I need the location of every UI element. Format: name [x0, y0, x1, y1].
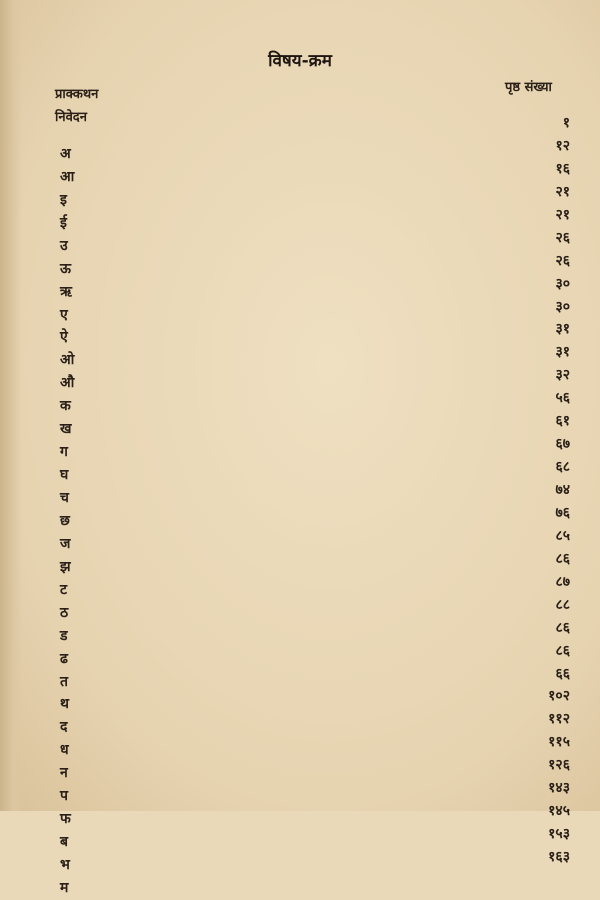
toc-page-number: ६६: [555, 665, 570, 682]
toc-page-number: २६: [555, 252, 570, 269]
letter-list: [60, 120, 74, 900]
toc-page-number: ६१: [555, 413, 570, 430]
toc-letter: अ: [60, 145, 71, 162]
toc-page-number: २१: [555, 206, 570, 223]
toc-page-number: ३०: [555, 298, 570, 315]
toc-page-number: ६७: [555, 436, 570, 453]
foreword-heading: निवेदन: [55, 110, 87, 125]
toc-letter: ब: [60, 834, 68, 851]
toc-letter: क: [60, 398, 71, 415]
toc-letter: ट: [60, 581, 68, 598]
page-number-list: [520, 112, 570, 892]
toc-letter: ढ: [60, 650, 68, 667]
toc-page-number: ३०: [555, 275, 570, 292]
toc-page-number: ७६: [555, 504, 570, 521]
toc-letter: ग: [60, 444, 68, 461]
toc-letter: भ: [60, 857, 70, 873]
toc-letter: आ: [60, 168, 75, 185]
toc-letter: ऐ: [60, 329, 68, 346]
toc-page-number: ८६: [555, 550, 570, 567]
toc-letter: ख: [60, 421, 72, 438]
toc-letter: ज: [60, 535, 71, 552]
toc-page-number: ८६: [555, 642, 570, 659]
toc-page-number: १४३: [548, 780, 570, 797]
toc-letter: ऊ: [60, 260, 71, 277]
toc-letter: फ: [60, 811, 71, 828]
toc-letter: द: [60, 719, 68, 736]
toc-page-number: १५३: [548, 826, 570, 843]
toc-page-number: २६: [555, 229, 570, 246]
toc-letter: छ: [60, 512, 70, 529]
toc-letter: च: [60, 490, 69, 506]
toc-letter: [60, 120, 74, 143]
toc-page-number: ६८: [555, 459, 570, 476]
toc-letter: घ: [60, 467, 69, 484]
toc-page-number: १२: [555, 137, 570, 154]
toc-page-number: ११५: [548, 734, 570, 751]
toc-letter: त: [60, 673, 68, 690]
page-number-heading: पृष्ठ संख्या: [505, 80, 552, 95]
toc-page-number: १२६: [548, 757, 570, 774]
toc-letter: ऋ: [60, 283, 72, 300]
toc-page-number: १०२: [548, 688, 570, 705]
toc-letter: औ: [60, 375, 75, 392]
toc-letter: ड: [60, 627, 68, 644]
toc-page-number: ८८: [555, 596, 570, 613]
preface-heading: प्राक्कथन: [55, 87, 99, 102]
toc-page-number: ३१: [555, 321, 570, 338]
toc-letter: ठ: [60, 604, 69, 621]
page-spine-shadow: [0, 0, 22, 811]
toc-letter: ध: [60, 742, 69, 759]
toc-letter: ओ: [60, 352, 75, 369]
toc-page-number: २१: [555, 183, 570, 200]
toc-page-number: १६: [555, 160, 570, 177]
toc-letter: झ: [60, 558, 71, 575]
toc-page-number: ७४: [555, 482, 570, 498]
toc-page-number: १६३: [548, 849, 570, 865]
toc-page-number: ५६: [555, 390, 570, 407]
toc-page-number: [520, 869, 570, 892]
toc-letter: उ: [60, 237, 68, 254]
toc-letter: इ: [60, 191, 67, 208]
toc-page-number: ८६: [555, 619, 570, 636]
toc-page-number: ८५: [555, 527, 570, 544]
toc-letter: म: [60, 879, 69, 896]
toc-page-number: १: [562, 115, 570, 131]
toc-letter: ई: [60, 214, 67, 231]
toc-page-number: ३१: [555, 344, 570, 361]
toc-letter: प: [60, 788, 68, 805]
toc-letter: न: [60, 765, 68, 782]
toc-letter: ए: [60, 306, 68, 323]
page-title: विषय-क्रम: [268, 51, 332, 71]
toc-page-number: १४५: [548, 803, 570, 820]
toc-page-number: ३२: [555, 367, 570, 384]
toc-page-number: ११२: [548, 711, 570, 728]
toc-page-number: ८७: [555, 573, 570, 590]
toc-letter: थ: [60, 696, 69, 713]
